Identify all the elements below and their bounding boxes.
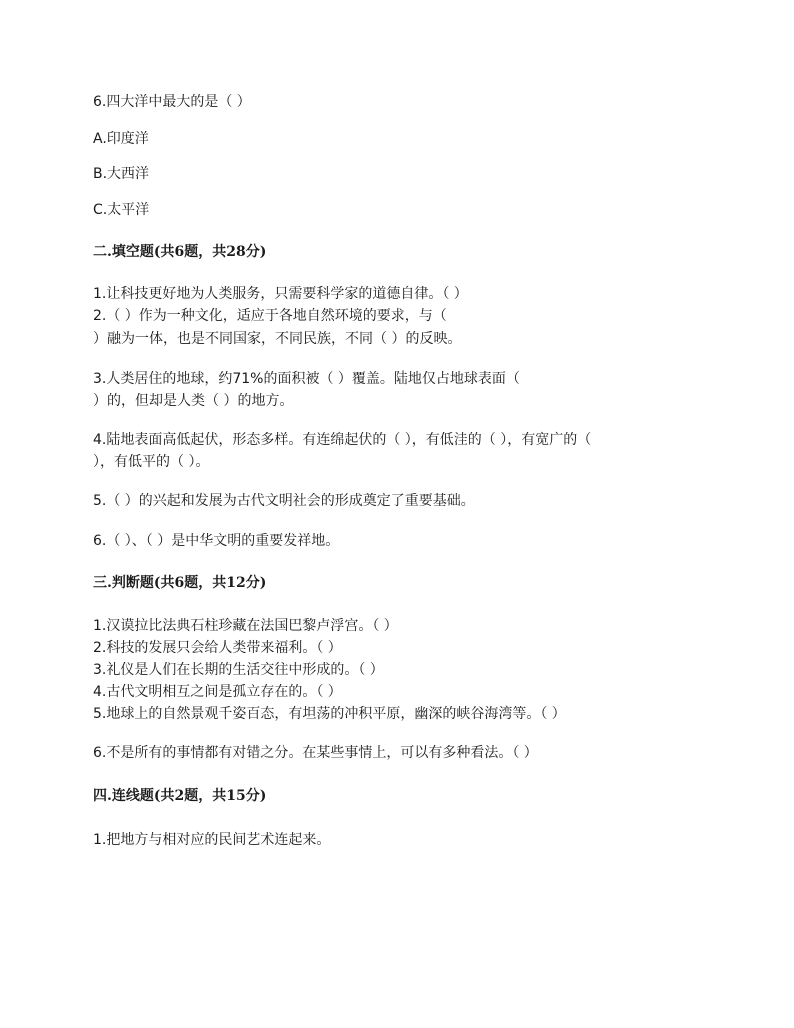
section-2-heading: 二.填空题(共6题，共28分) — [93, 244, 267, 260]
judge-question-3: 3.礼仪是人们在长期的生活交往中形成的。（ ） — [93, 662, 384, 678]
fill-question-4-line-1: 4.陆地表面高低起伏，形态多样。有连绵起伏的（ ），有低洼的（ ），有宽广的（ — [93, 432, 592, 448]
judge-question-4: 4.古代文明相互之间是孤立存在的。（ ） — [93, 684, 342, 700]
judge-question-2: 2.科技的发展只会给人类带来福利。（ ） — [93, 640, 342, 656]
fill-question-1: 1.让科技更好地为人类服务，只需要科学家的道德自律。（ ） — [93, 286, 468, 302]
option-b: B.大西洋 — [93, 166, 150, 182]
question-6-stem: 6.四大洋中最大的是（ ） — [93, 94, 251, 110]
fill-question-3-line-2: ）的，但却是人类（ ）的地方。 — [93, 393, 294, 409]
fill-question-2-line-2: ）融为一体，也是不同国家，不同民族，不同（ ）的反映。 — [93, 331, 462, 347]
match-question-1: 1.把地方与相对应的民间艺术连起来。 — [93, 832, 331, 848]
section-3-heading: 三.判断题(共6题，共12分) — [93, 575, 267, 591]
fill-question-3-line-1: 3.人类居住的地球，约71%的面积被（ ）覆盖。陆地仅占地球表面（ — [93, 371, 520, 387]
fill-question-2-line-1: 2.（ ）作为一种文化，适应于各地自然环境的要求，与（ — [93, 308, 447, 324]
option-c: C.太平洋 — [93, 202, 150, 218]
fill-question-6: 6.（ ）、（ ）是中华文明的重要发祥地。 — [93, 533, 340, 549]
fill-question-4-line-2: ），有低平的（ ）。 — [93, 454, 210, 470]
judge-question-6: 6.不是所有的事情都有对错之分。在某些事情上，可以有多种看法。（ ） — [93, 745, 538, 761]
judge-question-1: 1.汉谟拉比法典石柱珍藏在法国巴黎卢浮宫。（ ） — [93, 618, 398, 634]
option-a: A.印度洋 — [93, 131, 149, 147]
section-4-heading: 四.连线题(共2题，共15分) — [93, 788, 267, 804]
fill-question-5: 5.（ ）的兴起和发展为古代文明社会的形成奠定了重要基础。 — [93, 493, 475, 509]
judge-question-5: 5.地球上的自然景观千姿百态，有坦荡的冲积平原，幽深的峡谷海湾等。（ ） — [93, 706, 566, 722]
